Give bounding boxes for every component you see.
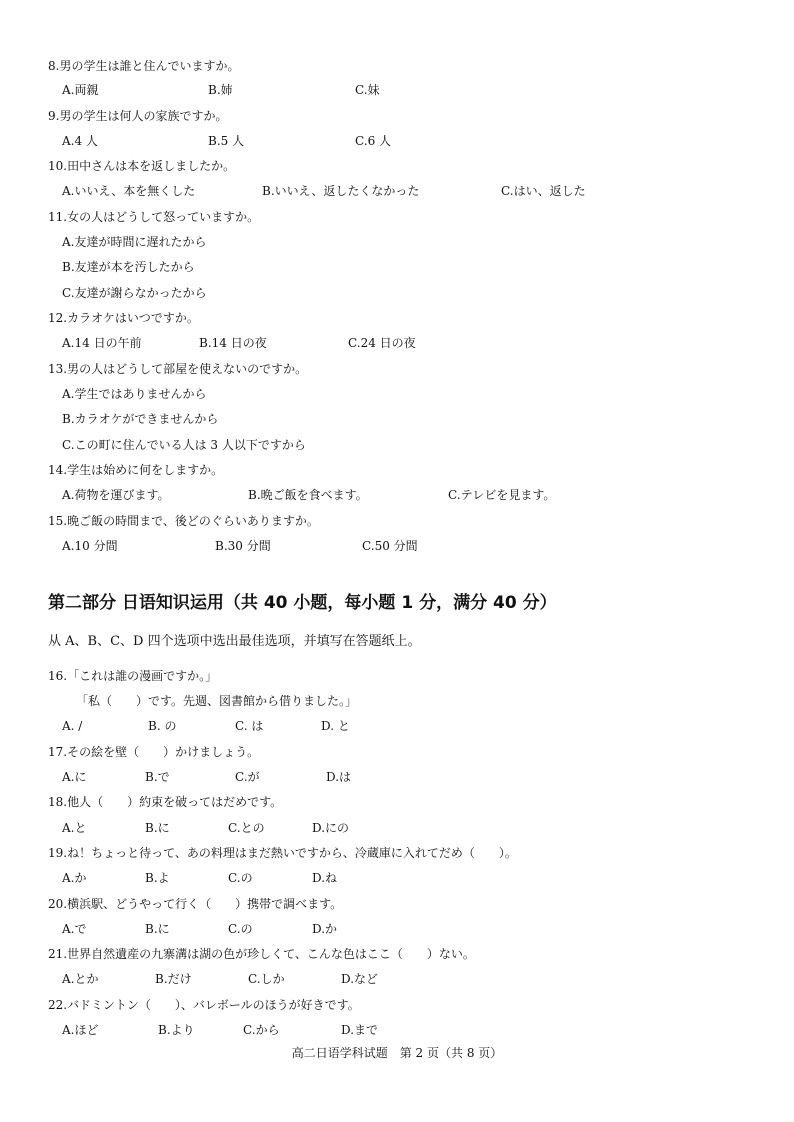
option-8b: B.姉 bbox=[208, 83, 233, 97]
question-13: 13.男の人はどうして部屋を使えないのですか。 bbox=[48, 362, 308, 376]
question-9: 9.男の学生は何人の家族ですか。 bbox=[48, 109, 228, 123]
option-20a: A.で bbox=[62, 922, 87, 936]
option-18b: B.に bbox=[145, 821, 170, 835]
option-13c: C.この町に住んでいる人は 3 人以下ですから bbox=[62, 438, 306, 452]
option-12b: B.14 日の夜 bbox=[199, 336, 267, 350]
option-17b: B.で bbox=[145, 770, 170, 784]
option-10a: A.いいえ、本を無くした bbox=[62, 184, 196, 198]
question-16-line2: 「私（ ）です。先週、図書館から借りました。」 bbox=[76, 694, 358, 708]
option-22d: D.まで bbox=[341, 1023, 379, 1037]
section-instruction: 从 A、B、C、D 四个选项中选出最佳选项，并填写在答题纸上。 bbox=[48, 634, 421, 649]
option-21d: D.など bbox=[341, 972, 379, 986]
option-10b: B.いいえ、返したくなかった bbox=[262, 184, 420, 198]
question-18: 18.他人（ ）約束を破ってはだめです。 bbox=[48, 795, 283, 809]
option-11b: B.友達が本を汚したから bbox=[62, 260, 195, 274]
option-13a: A.学生ではありませんから bbox=[62, 387, 207, 401]
question-19: 19.ね！ちょっと待って、あの料理はまだ熱いですから、冷蔵庫に入れてだめ（ ）。 bbox=[48, 846, 517, 860]
question-20: 20.横浜駅、どうやって行く（ ）携帯で調べます。 bbox=[48, 897, 343, 911]
option-21c: C.しか bbox=[248, 972, 285, 986]
option-17c: C.が bbox=[235, 770, 260, 784]
option-22b: B.より bbox=[158, 1023, 195, 1037]
option-14a: A.荷物を運びます。 bbox=[62, 488, 170, 502]
question-12: 12.カラオケはいつですか。 bbox=[48, 311, 199, 325]
option-18d: D.にの bbox=[312, 821, 350, 835]
question-11: 11.女の人はどうして怒っていますか。 bbox=[48, 210, 260, 224]
option-14c: C.テレビを見ます。 bbox=[448, 488, 556, 502]
option-21b: B.だけ bbox=[155, 972, 192, 986]
option-19c: C.の bbox=[228, 871, 253, 885]
option-9a: A.4 人 bbox=[62, 134, 98, 148]
question-16: 16.「これは誰の漫画ですか。」 bbox=[48, 669, 218, 683]
option-16d: D. と bbox=[321, 719, 350, 733]
option-15b: B.30 分間 bbox=[215, 539, 271, 553]
option-9c: C.6 人 bbox=[355, 134, 392, 148]
option-19b: B.よ bbox=[145, 871, 170, 885]
option-20b: B.に bbox=[145, 922, 170, 936]
option-11a: A.友達が時間に遅れたから bbox=[62, 235, 207, 249]
option-15c: C.50 分間 bbox=[362, 539, 418, 553]
option-12a: A.14 日の午前 bbox=[62, 336, 142, 350]
section-title: 第二部分 日语知识运用（共 40 小题，每小题 1 分，满分 40 分） bbox=[48, 593, 557, 613]
option-18c: C.との bbox=[228, 821, 265, 835]
option-19d: D.ね bbox=[312, 871, 338, 885]
option-15a: A.10 分間 bbox=[62, 539, 118, 553]
question-15: 15.晩ご飯の時間まで、後どのぐらいありますか。 bbox=[48, 514, 319, 528]
question-10: 10.田中さんは本を返しましたか。 bbox=[48, 159, 236, 173]
option-22c: C.から bbox=[243, 1023, 280, 1037]
option-20c: C.の bbox=[228, 922, 253, 936]
option-16b: B. の bbox=[148, 719, 177, 733]
option-17a: A.に bbox=[62, 770, 87, 784]
page-footer: 高二日语学科试题 第 2 页（共 8 页） bbox=[291, 1046, 503, 1060]
option-16a: A. / bbox=[62, 719, 83, 733]
option-8c: C.妹 bbox=[355, 83, 380, 97]
question-21: 21.世界自然遺産の九寨溝は湖の色が珍しくて、こんな色はここ（ ）ない。 bbox=[48, 947, 475, 961]
question-17: 17.その絵を壁（ ）かけましょう。 bbox=[48, 745, 260, 759]
question-22: 22.バドミントン（ ）、バレボールのほうが好きです。 bbox=[48, 998, 360, 1012]
option-19a: A.か bbox=[62, 871, 87, 885]
option-21a: A.とか bbox=[62, 972, 99, 986]
option-22a: A.ほど bbox=[62, 1023, 99, 1037]
option-14b: B.晩ご飯を食べます。 bbox=[248, 488, 368, 502]
option-9b: B.5 人 bbox=[208, 134, 245, 148]
option-12c: C.24 日の夜 bbox=[348, 336, 416, 350]
option-17d: D.は bbox=[326, 770, 352, 784]
option-18a: A.と bbox=[62, 821, 87, 835]
option-13b: B.カラオケができませんから bbox=[62, 412, 219, 426]
option-16c: C. は bbox=[235, 719, 264, 733]
option-10c: C.はい、返した bbox=[501, 184, 586, 198]
option-20d: D.か bbox=[312, 922, 338, 936]
question-14: 14.学生は始めに何をしますか。 bbox=[48, 463, 224, 477]
option-11c: C.友達が謝らなかったから bbox=[62, 286, 207, 300]
question-8: 8.男の学生は誰と住んでいますか。 bbox=[48, 59, 240, 73]
option-8a: A.両親 bbox=[62, 83, 99, 97]
